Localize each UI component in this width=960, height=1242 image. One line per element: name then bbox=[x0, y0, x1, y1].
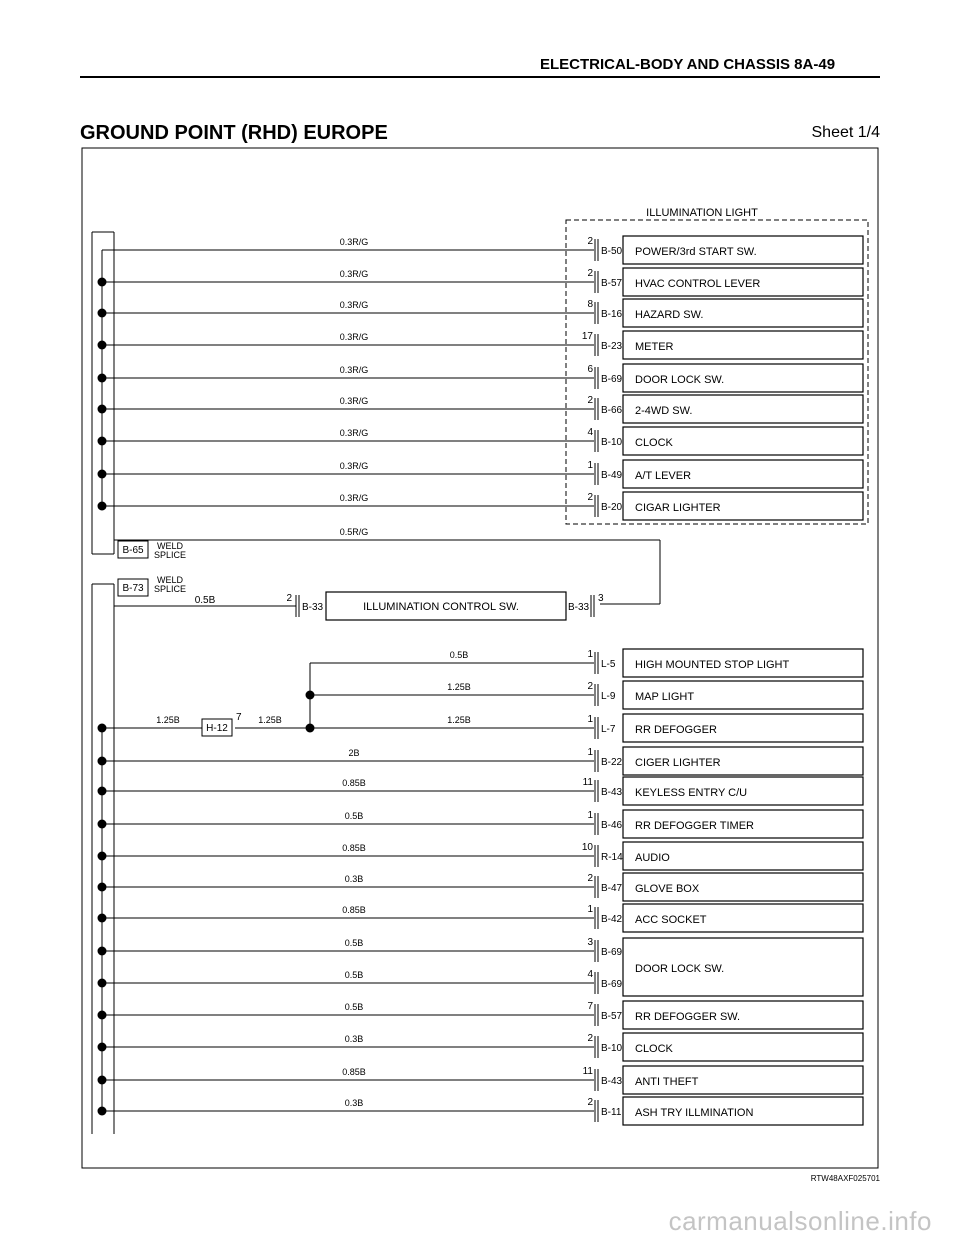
component-label: A/T LEVER bbox=[635, 470, 692, 482]
ground-circuit bbox=[98, 969, 623, 994]
ground-circuit bbox=[98, 747, 864, 775]
wire-label: 0.5B bbox=[344, 938, 364, 948]
connector-id: H-12 bbox=[206, 723, 228, 734]
splice-label: SPLICE bbox=[153, 550, 187, 560]
pin-number: 3 bbox=[587, 937, 593, 948]
pin-number: 2 bbox=[587, 492, 593, 503]
ground-circuit bbox=[98, 1033, 864, 1061]
page-header: ELECTRICAL-BODY AND CHASSIS 8A-49 bbox=[540, 56, 836, 73]
connector-id: B-69 bbox=[601, 374, 623, 385]
pin-number: 11 bbox=[582, 777, 593, 788]
illumination-circuit bbox=[98, 331, 864, 359]
splice-id: B-65 bbox=[122, 545, 144, 556]
illumination-circuit bbox=[98, 460, 864, 488]
connector-id: B-16 bbox=[601, 309, 623, 320]
pin-number: 1 bbox=[587, 649, 593, 660]
wire-label: 0.3R/G bbox=[339, 428, 369, 438]
control-switch-label: ILLUMINATION CONTROL SW. bbox=[363, 601, 519, 613]
wire-label: 2B bbox=[348, 748, 360, 758]
illumination-circuit bbox=[98, 364, 864, 392]
wire-label: 0.3R/G bbox=[339, 493, 369, 503]
watermark: carmanualsonline.info bbox=[668, 1206, 932, 1236]
connector-id: L-5 bbox=[601, 659, 616, 670]
component-label: METER bbox=[635, 341, 674, 353]
component-label: KEYLESS ENTRY C/U bbox=[635, 787, 748, 799]
ground-circuit bbox=[98, 904, 864, 932]
connector-id: B-11 bbox=[601, 1107, 622, 1118]
pin-number: 2 bbox=[286, 593, 292, 604]
connector-id: B-43 bbox=[601, 787, 623, 798]
pin-number: 7 bbox=[587, 1001, 593, 1012]
pin-number: 3 bbox=[598, 593, 604, 604]
illumination-circuit bbox=[98, 427, 864, 455]
wire-label: 0.85B bbox=[342, 1067, 366, 1077]
component-label: RR DEFOGGER SW. bbox=[635, 1011, 741, 1023]
illumination-group-label: ILLUMINATION LIGHT bbox=[646, 207, 758, 219]
component-label: MAP LIGHT bbox=[635, 691, 695, 703]
illumination-circuit bbox=[98, 268, 864, 296]
splice-dot bbox=[306, 691, 315, 700]
wire-label: 1.25B bbox=[447, 682, 471, 692]
wire-label: 0.5B bbox=[344, 970, 364, 980]
connector-id: B-49 bbox=[601, 470, 623, 481]
component-label: HIGH MOUNTED STOP LIGHT bbox=[635, 659, 790, 671]
splice-label: WELD bbox=[156, 541, 184, 551]
splice-label: WELD bbox=[156, 575, 184, 585]
ground-circuit bbox=[98, 873, 864, 901]
pin-number: 2 bbox=[587, 873, 593, 884]
ground-circuit bbox=[310, 681, 863, 709]
wire-label: 0.3R/G bbox=[339, 237, 369, 247]
component-label: ASH TRY ILLMINATION bbox=[635, 1107, 754, 1119]
component-label: RR DEFOGGER bbox=[635, 724, 717, 736]
wire-label: 0.85B bbox=[342, 843, 366, 853]
wire-label: 0.85B bbox=[342, 778, 366, 788]
wire-label: 0.5B bbox=[194, 595, 216, 606]
connector-id: L-9 bbox=[601, 691, 616, 702]
component-label: CLOCK bbox=[635, 1043, 673, 1055]
wire-label: 1.25B bbox=[156, 715, 180, 725]
illumination-circuit bbox=[98, 395, 864, 423]
connector-id: B-66 bbox=[601, 405, 623, 416]
illumination-circuit bbox=[98, 492, 864, 520]
pin-number: 2 bbox=[587, 1033, 593, 1044]
component-label: DOOR LOCK SW. bbox=[635, 374, 725, 386]
pin-number: 6 bbox=[587, 364, 593, 375]
component-label: CLOCK bbox=[635, 437, 673, 449]
component-label: ACC SOCKET bbox=[635, 914, 707, 926]
illumination-circuit bbox=[102, 236, 863, 264]
pin-number: 11 bbox=[582, 1066, 593, 1077]
pin-number: 10 bbox=[581, 842, 593, 853]
connector-id: B-57 bbox=[601, 278, 623, 289]
connector-id: B-10 bbox=[601, 437, 623, 448]
connector-id: B-43 bbox=[601, 1076, 623, 1087]
ground-circuit bbox=[98, 937, 864, 996]
connector-id: B-23 bbox=[601, 341, 623, 352]
pin-number: 2 bbox=[587, 268, 593, 279]
wire-label: 0.3B bbox=[344, 874, 364, 884]
pin-number: 1 bbox=[587, 747, 593, 758]
pin-number: 1 bbox=[587, 714, 593, 725]
wire-label: 0.5B bbox=[449, 650, 469, 660]
sheet-number: Sheet 1/4 bbox=[811, 124, 880, 141]
connector-id: B-20 bbox=[601, 502, 623, 513]
connector-id: B-42 bbox=[601, 914, 623, 925]
splice-label: SPLICE bbox=[153, 584, 187, 594]
wire-label: 1.25B bbox=[258, 715, 282, 725]
connector-id: B-33 bbox=[568, 602, 590, 613]
ground-circuit bbox=[310, 649, 863, 677]
ground-circuit bbox=[98, 1001, 864, 1029]
connector-id: B-50 bbox=[601, 246, 623, 257]
wire-label: 0.3R/G bbox=[339, 269, 369, 279]
wire-label: 0.3R/G bbox=[339, 365, 369, 375]
component-label: 2-4WD SW. bbox=[635, 405, 693, 417]
pin-number: 4 bbox=[587, 969, 593, 980]
illumination-circuits bbox=[98, 236, 864, 520]
wire-label: 0.3R/G bbox=[339, 461, 369, 471]
ground-circuit bbox=[98, 810, 864, 838]
component-label: CIGER LIGHTER bbox=[635, 757, 721, 769]
component-label: CIGAR LIGHTER bbox=[635, 502, 721, 514]
pin-number: 2 bbox=[587, 1097, 593, 1108]
connector-id: B-22 bbox=[601, 757, 623, 768]
component-label: RR DEFOGGER TIMER bbox=[635, 820, 754, 832]
pin-number: 1 bbox=[587, 904, 593, 915]
wire-label: 0.85B bbox=[342, 905, 366, 915]
pin-number: 2 bbox=[587, 681, 593, 692]
ground-circuit bbox=[98, 777, 864, 805]
component-label: HVAC CONTROL LEVER bbox=[635, 278, 761, 290]
pin-number: 1 bbox=[587, 460, 593, 471]
wire-label: 0.3B bbox=[344, 1034, 364, 1044]
connector-id: B-57 bbox=[601, 1011, 623, 1022]
pin-number: 17 bbox=[581, 331, 593, 342]
connector-id: R-14 bbox=[601, 852, 623, 863]
splice-dot bbox=[306, 724, 315, 733]
ground-circuit bbox=[98, 1097, 864, 1125]
wire-label: 0.3R/G bbox=[339, 396, 369, 406]
component-label: ANTI THEFT bbox=[635, 1076, 699, 1088]
pin-number: 8 bbox=[587, 299, 593, 310]
wire-label: 1.25B bbox=[447, 715, 471, 725]
component-label: AUDIO bbox=[635, 852, 670, 864]
ground-circuit bbox=[98, 1066, 864, 1094]
illumination-circuit bbox=[98, 299, 864, 327]
splice-and-switch bbox=[92, 232, 660, 1134]
component-label: GLOVE BOX bbox=[635, 883, 700, 895]
connector-id: B-69 bbox=[601, 979, 623, 990]
wire-label: 0.5B bbox=[344, 1002, 364, 1012]
pin-number: 2 bbox=[587, 236, 593, 247]
connector-id: B-69 bbox=[601, 947, 623, 958]
connector-id: B-46 bbox=[601, 820, 623, 831]
wire-label: 0.5R/G bbox=[339, 527, 369, 537]
wire-label: 0.3B bbox=[344, 1098, 364, 1108]
pin-number: 4 bbox=[587, 427, 593, 438]
connector-id: B-10 bbox=[601, 1043, 623, 1054]
ground-circuit bbox=[310, 714, 863, 742]
pin-number: 1 bbox=[587, 810, 593, 821]
splice-id: B-73 bbox=[122, 583, 144, 594]
connector-id: B-33 bbox=[302, 602, 324, 613]
component-label: POWER/3rd START SW. bbox=[635, 246, 757, 258]
component-label: DOOR LOCK SW. bbox=[635, 963, 725, 975]
pin-number: 2 bbox=[587, 395, 593, 406]
connector-id: B-47 bbox=[601, 883, 623, 894]
page-title: GROUND POINT (RHD) EUROPE bbox=[80, 122, 388, 144]
splice-dot bbox=[98, 724, 107, 733]
component-label: HAZARD SW. bbox=[635, 309, 704, 321]
figure-id: RTW48AXF025701 bbox=[810, 1174, 880, 1183]
ground-circuit bbox=[98, 842, 864, 870]
wire-label: 0.5B bbox=[344, 811, 364, 821]
pin-number: 7 bbox=[236, 712, 242, 723]
connector-id: L-7 bbox=[601, 724, 616, 735]
wire-label: 0.3R/G bbox=[339, 332, 369, 342]
wire-label: 0.3R/G bbox=[339, 300, 369, 310]
